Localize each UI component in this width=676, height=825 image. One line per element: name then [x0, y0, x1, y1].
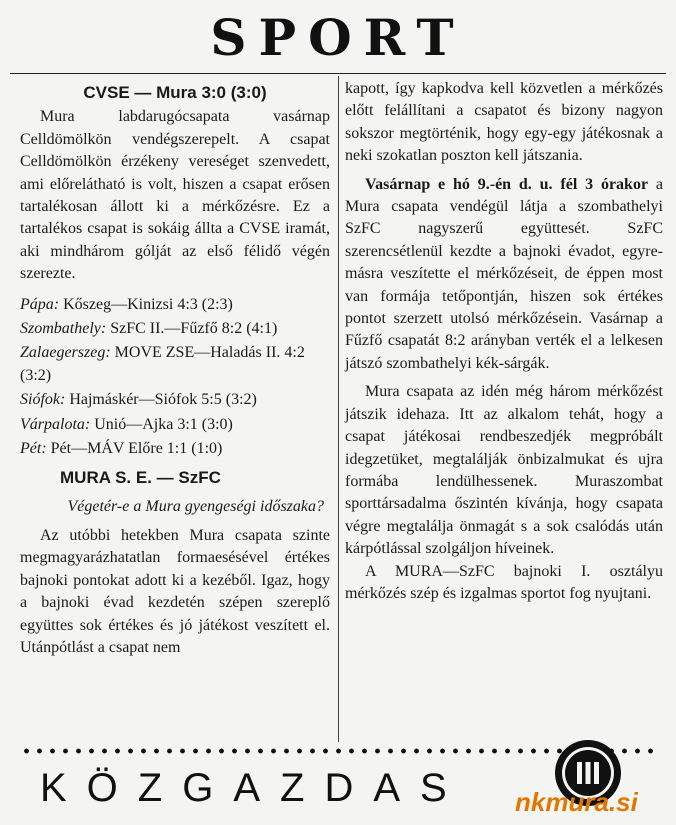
masthead-title: SPORT [210, 8, 466, 67]
result-text: MOVE ZSE—Haladás II. 4:2 (3:2) [20, 344, 305, 384]
article-mura-szfc-paragraph: Az utóbbi hetekben Mura csapata szinte megmagyarázhatatlan formaesésével értékes bajnoki pontokat adott ki a kezéből. Igaz, hogy a bajnoki évad kezdetén szépen szereplő együttes sok értékes és jó játékost veszített el. Utánpótlást a csapat nem [20, 526, 330, 656]
article-cvse-paragraph: Mura labdarugócsapata vasárnap Celldömölkön vendégszerepelt. A csapat Celldömölkön érzékeny vereséget szenvedett, ami előrelátható is volt, hiszen a csapat erősen tartalékosan állott ki a mérkőzésre. Ez a tartalékos csapat is sokáig állta a CVSE iramát, aki mindhárom gólját az első félidő végén szerezte. [20, 108, 330, 283]
result-row [20, 414, 330, 436]
result-text: Pét—MÁV Előre 1:1 (1:0) [46, 440, 223, 458]
match-announcement-text: a Mura csapata vendégül látja a szombathelyi SzFC nagyszerű együttesét. SzFC szerencsétlenül kezdte a bajnoki évadot, egyre-másra veszítette el mérkőzéseit, de éppen most van formája tetőpontján, hiszen sok értékes pontot szerzett utolsó mérkőzésein. Vasárnap a Fűzfő csapatát 8:2 arányban verték el a lelkesen játszó szombathelyi kék-sárgák. [345, 175, 664, 372]
result-row [20, 389, 330, 411]
result-location: Siófok: [20, 391, 66, 409]
result-text: Unió—Ajka 3:1 (3:0) [90, 415, 233, 433]
result-row [20, 294, 330, 316]
continued-paragraph: kapott, így kapkodva kell közvetlen a mérkőzés előtt felállítani a csapatot és bizony nagyon sokszor megtörténik, hogy egy-egy játékosnak a neki szokatlan poszton kell játszania. [345, 80, 663, 165]
right-column [345, 78, 663, 605]
result-location: Zalaegerszeg: [20, 344, 111, 362]
column-divider [338, 76, 339, 742]
subheadline: Végetér-e a Mura gyengeségi időszaka? [67, 497, 324, 515]
result-location: Pét: [20, 440, 47, 458]
result-location: Várpalota: [20, 415, 91, 433]
watermark-text: nkmura.si [515, 787, 638, 817]
result-row [20, 438, 330, 460]
footer-banner: KÖZGAZDAS [40, 766, 467, 810]
result-location: Pápa: [20, 295, 60, 313]
result-location: Szombathely: [20, 320, 107, 338]
match-announcement-paragraph [345, 174, 663, 376]
headline-mura-szfc: MURA S. E. — SzFC [60, 467, 221, 487]
headline-cvse-mura: CVSE — Mura 3:0 (3:0) [83, 83, 267, 102]
left-column [20, 78, 330, 659]
result-row [20, 342, 330, 387]
result-text: Hajmáskér—Siófok 5:5 (3:2) [65, 391, 257, 409]
result-text: Kőszeg—Kinizsi 4:3 (2:3) [59, 295, 233, 313]
closing-paragraph: A MURA—SzFC bajnoki I. osztályu mérkőzés szép és izgalmas sportot fog nyujtani. [345, 562, 663, 602]
match-time-bold: Vasárnap e hó 9.-én d. u. fél 3 órakor [365, 175, 649, 193]
results-list [20, 294, 330, 461]
result-row [20, 318, 330, 340]
result-text: SzFC II.—Fűzfő 8:2 (4:1) [106, 320, 278, 338]
top-rule [10, 73, 666, 74]
home-games-paragraph: Mura csapata az idén még három mérkőzést játszik idehaza. Itt az alkalom tehát, hogy a csapat játékosai rendbeszedjék megpróbált idegzetüket, megtalálják önbizalmukat és ujra formába lendülhessenek. Muraszombat sporttársadalma őszintén kívánja, hogy csapata végre megtalálja önmagát s a sok csalódás után kárpótlással szolgáljon híveinek. [345, 383, 663, 558]
